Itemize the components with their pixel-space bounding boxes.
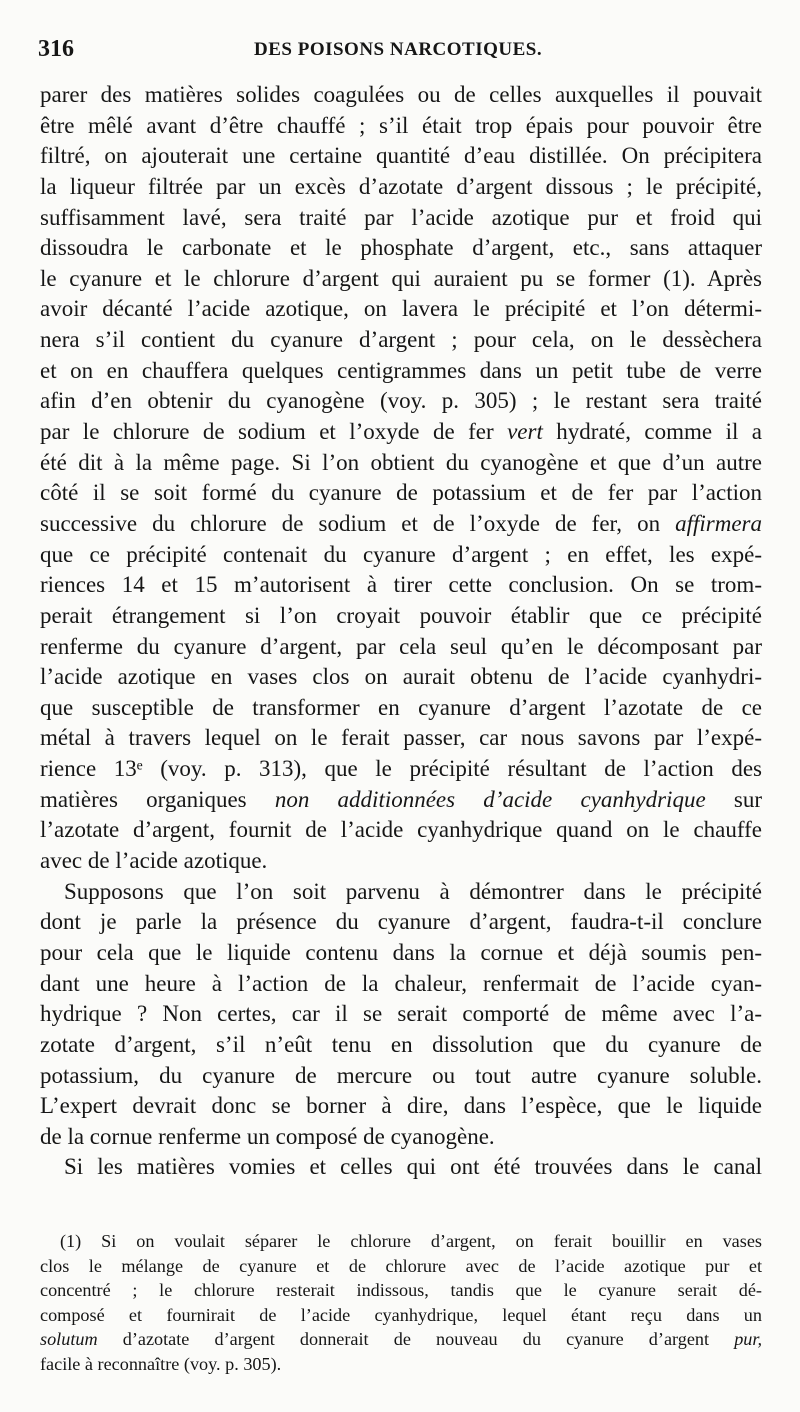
text-line: avoir décanté l’acide azotique, on lavera le précipité et l’on détermi- [40, 296, 762, 322]
footnote [40, 1229, 762, 1376]
body-text [40, 80, 762, 1183]
text-line: nera s’il contient du cyanure d’argent ; pour cela, on le dessèchera [40, 327, 762, 353]
footnote-line: (1) Si on voulait séparer le chlorure d’argent, on ferait bouillir en vases [60, 1231, 762, 1251]
text-line: perait étrangement si l’on croyait pouvoir établir que ce précipité [40, 602, 762, 628]
text-line: dont je parle la présence du cyanure d’argent, faudra-t-il conclure [40, 909, 762, 935]
italic-text: solutum [40, 1329, 98, 1349]
text-line: avec de l’acide azotique. [40, 848, 268, 874]
text-line: dant une heure à l’action de la chaleur, renfermait de l’acide cyan- [40, 970, 762, 996]
text-line: L’expert devrait donc se borner à dire, dans l’espèce, que le liquide [40, 1093, 762, 1119]
text-line: filtré, on ajouterait une certaine quantité d’eau distillée. On précipitera [40, 143, 762, 169]
text-line: afin d’en obtenir du cyanogène (voy. p. 305) ; le restant sera traité [40, 388, 762, 414]
text-line: être mêlé avant d’être chauffé ; s’il était trop épais pour pouvoir être [40, 112, 762, 138]
text-line: riences 14 et 15 m’autorisent à tirer cette conclusion. On se trom- [40, 572, 762, 598]
page-header [38, 36, 762, 72]
text-line: l’acide azotique en vases clos on aurait obtenu de l’acide cyanhydri- [40, 664, 762, 690]
running-title: DES POISONS NARCOTIQUES. [254, 39, 543, 60]
text-line: suffisamment lavé, sera traité par l’acide azotique pur et froid qui [40, 204, 762, 230]
text-line: métal à travers lequel on le ferait passer, car nous savons par l’expé- [40, 725, 762, 751]
text-line: potassium, du cyanure de mercure ou tout autre cyanure soluble. [40, 1062, 762, 1088]
text-run: d’azotate d’argent donnerait de nouveau du cyanure d’argent [97, 1329, 735, 1349]
text-run: successive du chlorure de sodium et de l’oxyde de fer, on [40, 510, 676, 536]
text-run: par le chlorure de sodium et l’oxyde de fer [40, 419, 508, 445]
text-line [40, 785, 762, 816]
page-number: 316 [38, 36, 74, 62]
text-run: sur [705, 786, 762, 812]
footnote-line: composé et fournirait de l’acide cyanhydrique, lequel étant reçu dans un [40, 1304, 762, 1325]
text-line: zotate d’argent, s’il n’eût tenu en dissolution que du cyanure de [40, 1031, 762, 1057]
text-line: le cyanure et le chlorure d’argent qui auraient pu se former (1). Après [40, 265, 762, 291]
text-line: et on en chauffera quelques centigrammes dans un petit tube de verre [40, 357, 762, 383]
text-line: que ce précipité contenait du cyanure d’argent ; en effet, les expé- [40, 541, 762, 567]
text-line: pour cela que le liquide contenu dans la cornue et déjà soumis pen- [40, 939, 762, 965]
text-run: hydraté, comme il a [542, 419, 763, 445]
italic-text: affirmera [675, 510, 762, 536]
text-line: Supposons que l’on soit parvenu à démontrer dans le précipité [64, 878, 762, 904]
text-line: renferme du cyanure d’argent, par cela seul qu’en le décomposant par [40, 633, 762, 659]
text-line [40, 509, 762, 540]
text-line: dissoudra le carbonate et le phosphate d’argent, etc., sans attaquer [40, 235, 762, 261]
text-line: l’azotate d’argent, fournit de l’acide cyanhydrique quand on le chauffe [40, 817, 762, 843]
text-line: de la cornue renferme un composé de cyanogène. [40, 1123, 495, 1149]
text-line: parer des matières solides coagulées ou de celles auxquelles il pouvait [40, 82, 762, 107]
text-line: Si les matières vomies et celles qui ont été trouvées dans le canal [64, 1154, 762, 1180]
text-line: côté il se soit formé du cyanure de potassium et de fer par l’action [40, 480, 762, 506]
italic-text: non additionnées d’acide cyanhydrique [274, 786, 706, 812]
footnote-line: concentré ; le chlorure resterait indissous, tandis que le cyanure serait dé- [40, 1280, 762, 1300]
italic-text: pur, [734, 1329, 762, 1349]
text-line: la liqueur filtrée par un excès d’azotate d’argent dissous ; le précipité, [40, 173, 762, 199]
text-line: hydrique ? Non certes, car il se serait comporté de même avec l’a- [40, 1001, 762, 1027]
footnote-line: facile à reconnaître (voy. p. 305). [40, 1353, 282, 1374]
text-line [40, 417, 762, 448]
text-run: matières organiques [40, 786, 275, 812]
footnote-line: clos le mélange de cyanure et de chlorure avec de l’acide azotique pur et [40, 1255, 762, 1276]
text-line: que susceptible de transformer en cyanure d’argent l’azotate de ce [40, 694, 762, 720]
footnote-line [40, 1327, 762, 1352]
text-line: été dit à la même page. Si l’on obtient du cyanogène et que d’un autre [40, 449, 762, 475]
italic-text: vert [507, 419, 543, 445]
text-line: rience 13ᵉ (voy. p. 313), que le précipité résultant de l’action des [40, 756, 762, 782]
